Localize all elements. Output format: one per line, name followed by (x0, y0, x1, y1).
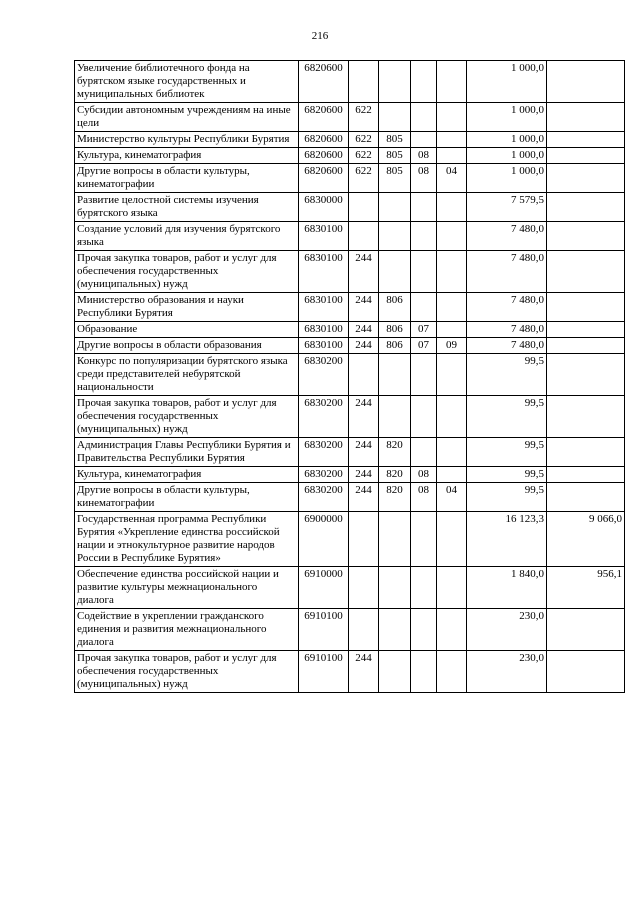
target-article-code: 6910000 (299, 567, 349, 609)
table-row (75, 293, 625, 322)
section-code (411, 567, 437, 609)
row-name: Прочая закупка товаров, работ и услуг для обеспечения государственных (муниципальных) нужд (75, 396, 299, 438)
target-article-code: 6830100 (299, 322, 349, 338)
table-row (75, 467, 625, 483)
expense-type-code: 622 (349, 164, 379, 193)
subsection-code (437, 651, 467, 693)
subsection-code (437, 467, 467, 483)
amount-total: 7 480,0 (467, 222, 547, 251)
table-row (75, 396, 625, 438)
row-name: Культура, кинематография (75, 467, 299, 483)
target-article-code: 6830100 (299, 222, 349, 251)
amount-subvention (547, 322, 625, 338)
target-article-code: 6830000 (299, 193, 349, 222)
section-code (411, 512, 437, 567)
row-name: Другие вопросы в области культуры, кинематографии (75, 164, 299, 193)
table-row (75, 512, 625, 567)
subsection-code (437, 512, 467, 567)
amount-subvention (547, 651, 625, 693)
ministry-code: 806 (379, 293, 411, 322)
amount-total: 7 480,0 (467, 322, 547, 338)
ministry-code: 805 (379, 148, 411, 164)
table-row (75, 438, 625, 467)
table-row (75, 567, 625, 609)
table-row (75, 651, 625, 693)
row-name: Содействие в укреплении гражданского единения и развития межнационального диалога (75, 609, 299, 651)
subsection-code (437, 567, 467, 609)
subsection-code (437, 322, 467, 338)
ministry-code: 820 (379, 438, 411, 467)
expense-type-code: 244 (349, 467, 379, 483)
table-row (75, 251, 625, 293)
amount-subvention (547, 293, 625, 322)
row-name: Конкурс по популяризации бурятского языка среди представителей небурятской национальности (75, 354, 299, 396)
target-article-code: 6830100 (299, 251, 349, 293)
section-code: 08 (411, 467, 437, 483)
amount-subvention (547, 338, 625, 354)
section-code (411, 438, 437, 467)
expense-type-code: 622 (349, 148, 379, 164)
amount-subvention (547, 438, 625, 467)
subsection-code (437, 354, 467, 396)
row-name: Прочая закупка товаров, работ и услуг для обеспечения государственных (муниципальных) нужд (75, 251, 299, 293)
amount-total: 7 480,0 (467, 293, 547, 322)
ministry-code (379, 567, 411, 609)
subsection-code (437, 293, 467, 322)
ministry-code (379, 193, 411, 222)
subsection-code (437, 103, 467, 132)
section-code (411, 609, 437, 651)
table-row (75, 222, 625, 251)
row-name: Прочая закупка товаров, работ и услуг для обеспечения государственных (муниципальных) нужд (75, 651, 299, 693)
section-code (411, 132, 437, 148)
expense-type-code: 244 (349, 251, 379, 293)
target-article-code: 6820600 (299, 103, 349, 132)
amount-total: 99,5 (467, 467, 547, 483)
section-code: 08 (411, 483, 437, 512)
amount-total: 1 000,0 (467, 61, 547, 103)
amount-subvention: 956,1 (547, 567, 625, 609)
amount-subvention (547, 61, 625, 103)
expense-type-code (349, 354, 379, 396)
subsection-code (437, 251, 467, 293)
target-article-code: 6830200 (299, 438, 349, 467)
target-article-code: 6830100 (299, 338, 349, 354)
page-number: 216 (311, 30, 329, 42)
subsection-code (437, 609, 467, 651)
amount-subvention (547, 103, 625, 132)
amount-subvention (547, 609, 625, 651)
amount-subvention (547, 164, 625, 193)
subsection-code: 09 (437, 338, 467, 354)
expense-type-code (349, 61, 379, 103)
target-article-code: 6910100 (299, 609, 349, 651)
amount-subvention (547, 396, 625, 438)
target-article-code: 6820600 (299, 164, 349, 193)
target-article-code: 6900000 (299, 512, 349, 567)
expense-type-code (349, 567, 379, 609)
subsection-code (437, 148, 467, 164)
ministry-code: 805 (379, 164, 411, 193)
row-name: Министерство культуры Республики Бурятия (75, 132, 299, 148)
expense-type-code: 244 (349, 438, 379, 467)
table-row (75, 61, 625, 103)
subsection-code (437, 193, 467, 222)
section-code: 07 (411, 322, 437, 338)
table-row (75, 103, 625, 132)
row-name: Увеличение библиотечного фонда на бурятском языке государственных и муниципальных библиотек (75, 61, 299, 103)
table-row (75, 609, 625, 651)
section-code (411, 61, 437, 103)
row-name: Субсидии автономным учреждениям на иные цели (75, 103, 299, 132)
ministry-code (379, 354, 411, 396)
section-code (411, 354, 437, 396)
amount-total: 1 000,0 (467, 132, 547, 148)
amount-total: 99,5 (467, 438, 547, 467)
amount-subvention (547, 483, 625, 512)
amount-subvention (547, 148, 625, 164)
target-article-code: 6830100 (299, 293, 349, 322)
subsection-code (437, 132, 467, 148)
table-row (75, 193, 625, 222)
row-name: Министерство образования и науки Республики Бурятия (75, 293, 299, 322)
expense-type-code: 244 (349, 651, 379, 693)
subsection-code (437, 61, 467, 103)
amount-total: 230,0 (467, 609, 547, 651)
amount-total: 1 000,0 (467, 164, 547, 193)
ministry-code (379, 103, 411, 132)
section-code (411, 396, 437, 438)
amount-subvention: 9 066,0 (547, 512, 625, 567)
section-code: 08 (411, 148, 437, 164)
subsection-code: 04 (437, 483, 467, 512)
subsection-code (437, 396, 467, 438)
row-name: Администрация Главы Республики Бурятия и Правительства Республики Бурятия (75, 438, 299, 467)
amount-total: 99,5 (467, 483, 547, 512)
ministry-code: 805 (379, 132, 411, 148)
ministry-code (379, 251, 411, 293)
target-article-code: 6820600 (299, 132, 349, 148)
subsection-code (437, 222, 467, 251)
row-name: Образование (75, 322, 299, 338)
amount-total: 230,0 (467, 651, 547, 693)
section-code (411, 193, 437, 222)
section-code (411, 651, 437, 693)
row-name: Другие вопросы в области культуры, кинематографии (75, 483, 299, 512)
amount-total: 7 480,0 (467, 338, 547, 354)
row-name: Обеспечение единства российской нации и развитие культуры межнационального диалога (75, 567, 299, 609)
expense-type-code (349, 609, 379, 651)
ministry-code: 820 (379, 467, 411, 483)
target-article-code: 6830200 (299, 467, 349, 483)
table-row (75, 338, 625, 354)
amount-subvention (547, 467, 625, 483)
expense-type-code (349, 193, 379, 222)
section-code: 07 (411, 338, 437, 354)
expense-type-code: 244 (349, 396, 379, 438)
expense-type-code: 622 (349, 132, 379, 148)
amount-subvention (547, 132, 625, 148)
row-name: Другие вопросы в области образования (75, 338, 299, 354)
amount-total: 99,5 (467, 354, 547, 396)
table-row (75, 322, 625, 338)
table-row (75, 483, 625, 512)
expense-type-code: 622 (349, 103, 379, 132)
ministry-code (379, 651, 411, 693)
expense-type-code: 244 (349, 293, 379, 322)
amount-total: 7 480,0 (467, 251, 547, 293)
subsection-code (437, 438, 467, 467)
ministry-code (379, 512, 411, 567)
amount-total: 99,5 (467, 396, 547, 438)
ministry-code (379, 609, 411, 651)
ministry-code (379, 222, 411, 251)
expense-type-code: 244 (349, 338, 379, 354)
ministry-code: 806 (379, 322, 411, 338)
table-row (75, 132, 625, 148)
expense-type-code (349, 222, 379, 251)
amount-total: 16 123,3 (467, 512, 547, 567)
amount-subvention (547, 193, 625, 222)
section-code (411, 251, 437, 293)
table-row (75, 164, 625, 193)
row-name: Культура, кинематография (75, 148, 299, 164)
section-code: 08 (411, 164, 437, 193)
table-row (75, 354, 625, 396)
expense-type-code: 244 (349, 322, 379, 338)
target-article-code: 6820600 (299, 148, 349, 164)
ministry-code (379, 61, 411, 103)
target-article-code: 6910100 (299, 651, 349, 693)
amount-subvention (547, 222, 625, 251)
amount-total: 1 000,0 (467, 148, 547, 164)
ministry-code: 820 (379, 483, 411, 512)
expense-type-code: 244 (349, 483, 379, 512)
target-article-code: 6830200 (299, 354, 349, 396)
section-code (411, 222, 437, 251)
table-row (75, 148, 625, 164)
amount-total: 1 840,0 (467, 567, 547, 609)
target-article-code: 6830200 (299, 483, 349, 512)
budget-table (74, 60, 625, 693)
section-code (411, 293, 437, 322)
row-name: Создание условий для изучения бурятского языка (75, 222, 299, 251)
ministry-code (379, 396, 411, 438)
target-article-code: 6830200 (299, 396, 349, 438)
subsection-code: 04 (437, 164, 467, 193)
amount-total: 7 579,5 (467, 193, 547, 222)
amount-subvention (547, 251, 625, 293)
amount-total: 1 000,0 (467, 103, 547, 132)
amount-subvention (547, 354, 625, 396)
row-name: Развитие целостной системы изучения бурятского языка (75, 193, 299, 222)
ministry-code: 806 (379, 338, 411, 354)
target-article-code: 6820600 (299, 61, 349, 103)
expense-type-code (349, 512, 379, 567)
row-name: Государственная программа Республики Бурятия «Укрепление единства российской нации и этнокультурное развитие народов России в Республике Бурятия» (75, 512, 299, 567)
section-code (411, 103, 437, 132)
